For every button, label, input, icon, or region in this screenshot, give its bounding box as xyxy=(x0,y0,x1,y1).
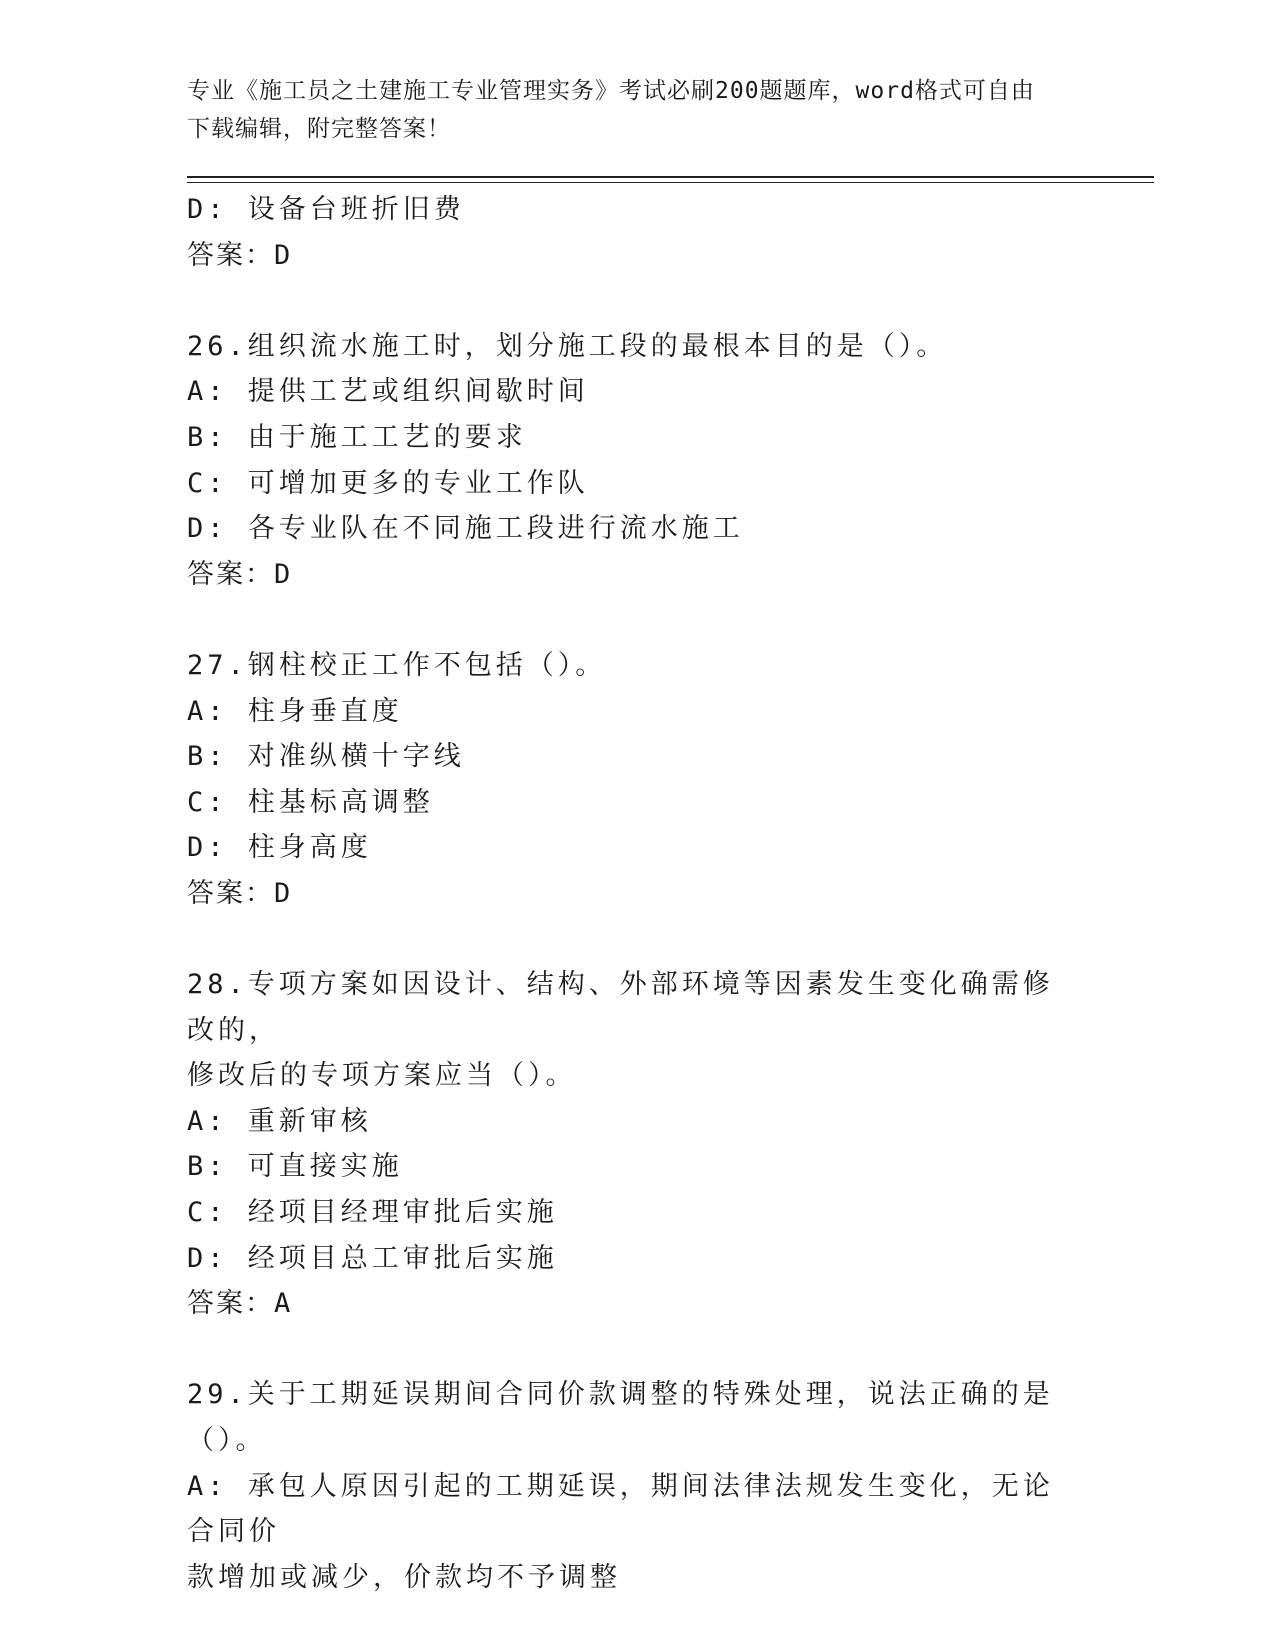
q27-option-d: D: 柱身高度 xyxy=(187,832,372,864)
spacer xyxy=(187,917,1077,963)
q26-answer: 答案：D xyxy=(187,558,293,590)
question-28-line-1: 28.专项方案如因设计、结构、外部环境等因素发生变化确需修改的， xyxy=(187,969,1054,1046)
q27-option-a: A: 柱身垂直度 xyxy=(187,695,403,727)
q28-option-d: D: 经项目总工审批后实施 xyxy=(187,1242,558,1274)
question-list xyxy=(187,187,1077,1600)
q26-option-d: D: 各专业队在不同施工段进行流水施工 xyxy=(187,513,744,545)
header-title-line-2: 下载编辑，附完整答案！ xyxy=(187,116,451,142)
answer-line: 答案：D xyxy=(187,239,293,271)
q28-option-a: A: 重新审核 xyxy=(187,1105,372,1137)
q29-option-a-line-2: 款增加或减少，价款均不予调整 xyxy=(187,1561,621,1593)
spacer xyxy=(187,1327,1077,1373)
question-29: 29.关于工期延误期间合同价款调整的特殊处理，说法正确的是（）。 xyxy=(187,1379,1054,1457)
question-26: 26.组织流水施工时，划分施工段的最根本目的是（）。 xyxy=(187,330,948,362)
q28-option-c: C: 经项目经理审批后实施 xyxy=(187,1197,558,1229)
header-title-line-1: 专业《施工员之土建施工专业管理实务》考试必刷200题题库，word格式可自由 xyxy=(187,78,1035,104)
q27-option-b: B: 对准纵横十字线 xyxy=(187,741,465,773)
header-divider-thin xyxy=(187,182,1154,183)
header-divider-thick xyxy=(187,176,1154,178)
document-header xyxy=(187,72,1067,148)
spacer xyxy=(187,278,1077,324)
question-28-line-2: 修改后的专项方案应当（）。 xyxy=(187,1060,577,1092)
q28-answer: 答案：A xyxy=(187,1288,293,1320)
spacer xyxy=(187,597,1077,643)
q26-option-c: C: 可增加更多的专业工作队 xyxy=(187,467,589,499)
q27-answer: 答案：D xyxy=(187,877,293,909)
q26-option-b: B: 由于施工工艺的要求 xyxy=(187,421,527,453)
q28-option-b: B: 可直接实施 xyxy=(187,1151,403,1183)
q29-option-a-line-1: A: 承包人原因引起的工期延误，期间法律法规发生变化，无论合同价 xyxy=(187,1470,1054,1548)
option-d: D: 设备台班折旧费 xyxy=(187,194,465,225)
question-27: 27.钢柱校正工作不包括（）。 xyxy=(187,649,607,681)
q27-option-c: C: 柱基标高调整 xyxy=(187,786,434,818)
q26-option-a: A: 提供工艺或组织间歇时间 xyxy=(187,376,589,408)
